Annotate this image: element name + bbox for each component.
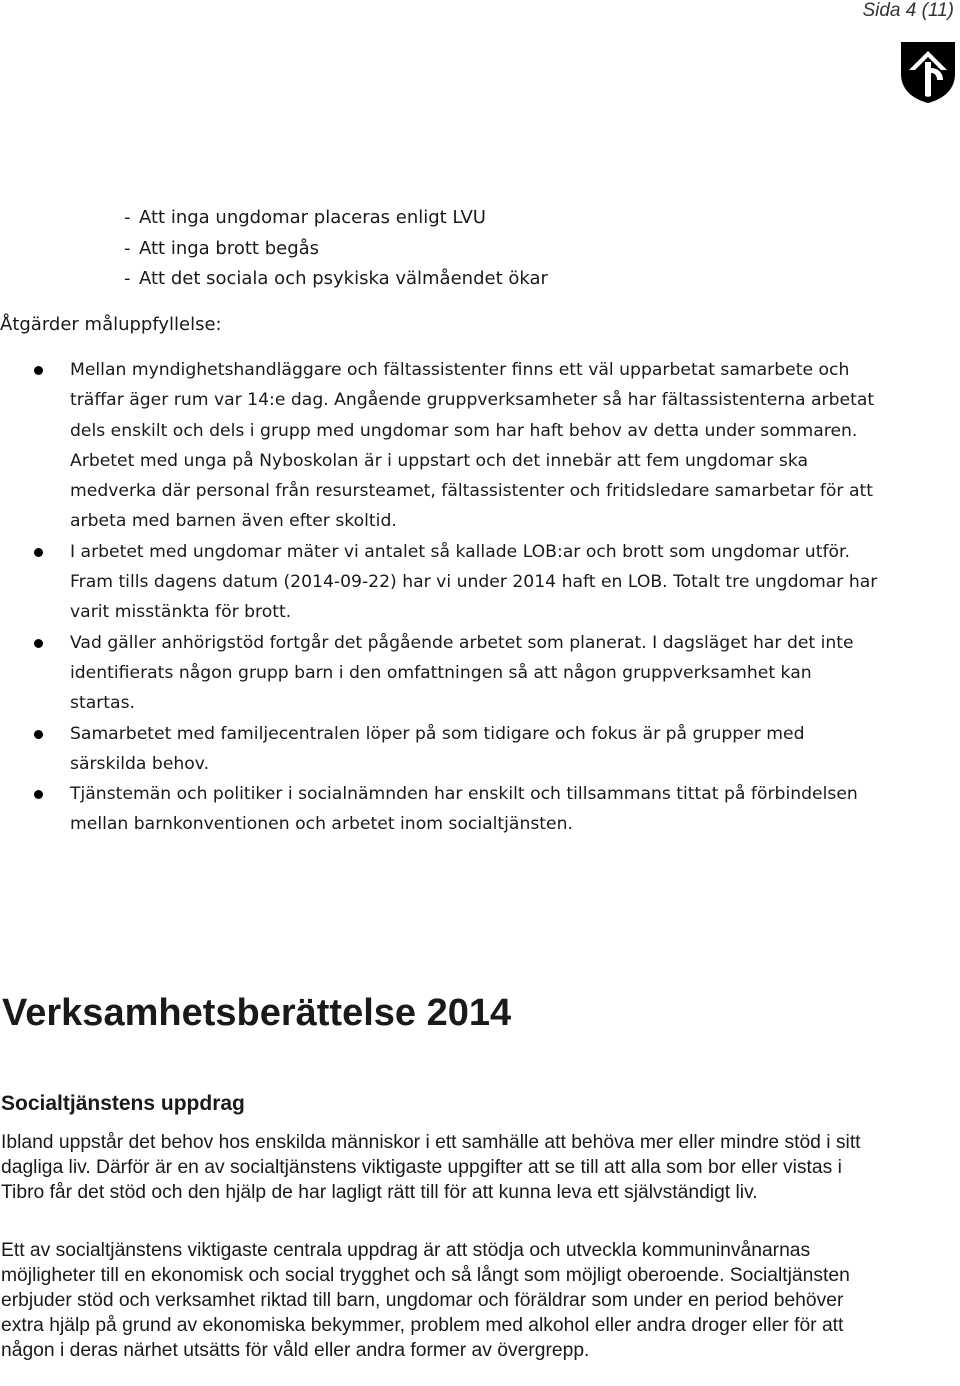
measures-label: Åtgärder måluppfyllelse: <box>0 314 222 335</box>
report-heading: Verksamhetsberättelse 2014 <box>2 992 512 1034</box>
goal-item: - Att inga ungdomar placeras enligt LVU <box>124 207 486 228</box>
measure-item: Vad gäller anhörigstöd fortgår det pågående arbetet som planerat. I dagsläget har det inte identifierats någon grupp barn i den omfattningen så att någon gruppverksamhet kan startas. <box>0 628 880 719</box>
bullet-icon <box>34 639 43 648</box>
paragraph: Ibland uppstår det behov hos enskilda människor i ett samhälle att behöva mer eller mindre stöd i sitt dagliga liv. Därför är en av socialtjänstens viktigaste uppgifter att se till att alla som bor eller vistas i Tibro får det stöd och den hjälp de har lagligt rätt till för att kunna leva ett självständigt liv. <box>1 1132 861 1203</box>
measure-item: I arbetet med ungdomar mäter vi antalet så kallade LOB:ar och brott som ungdomar utför. Fram tills dagens datum (2014-09-22) har vi under 2014 haft en LOB. Totalt tre ungdomar har varit misstänkta för brott. <box>0 537 880 628</box>
goal-item: - Att inga brott begås <box>124 237 320 259</box>
bullet-icon <box>34 366 43 375</box>
bullet-icon <box>34 730 43 739</box>
goals-list <box>124 203 548 295</box>
measures-list <box>0 355 880 840</box>
measure-item: Tjänstemän och politiker i socialnämnden har enskilt och tillsammans tittat på förbindelsen mellan barnkonventionen och arbetet inom socialtjänsten. <box>0 779 880 840</box>
measure-item: Mellan myndighetshandläggare och fältassistenter finns ett väl upparbetat samarbete och träffar äger rum var 14:e dag. Angående gruppverksamheter så har fältassistenterna arbetat dels enskilt och dels i grupp med ungdomar som har haft behov av detta under sommaren. Arbetet med unga på Nyboskolan är i uppstart och det innebär att fem ungdomar ska medverka där personal från resursteamet, fältassistenter och fritidsledare samarbetar för att arbeta med barnen även efter skoltid. <box>0 355 880 537</box>
municipal-crest-icon <box>899 40 957 104</box>
page-number: Sida 4 (11) <box>862 0 954 21</box>
bullet-icon <box>34 548 43 557</box>
paragraph: Ett av socialtjänstens viktigaste centrala uppdrag är att stödja och utveckla kommuninvånarnas möjligheter till en ekonomisk och social trygghet och så långt som möjligt oberoende. Socialtjänsten erbjuder stöd och verksamhet riktad till barn, ungdomar och föräldrar som under en period behöver extra hjälp på grund av ekonomiska bekymmer, problem med alkohol eller andra droger eller för att någon i deras närhet utsätts för våld eller andra former av övergrepp. <box>1 1240 850 1361</box>
goal-item: - Att det sociala och psykiska välmåendet ökar <box>124 268 548 289</box>
measure-item: Samarbetet med familjecentralen löper på som tidigare och fokus är på grupper med särskilda behov. <box>0 719 880 780</box>
section-subheading: Socialtjänstens uppdrag <box>1 1092 245 1115</box>
bullet-icon <box>34 790 43 799</box>
